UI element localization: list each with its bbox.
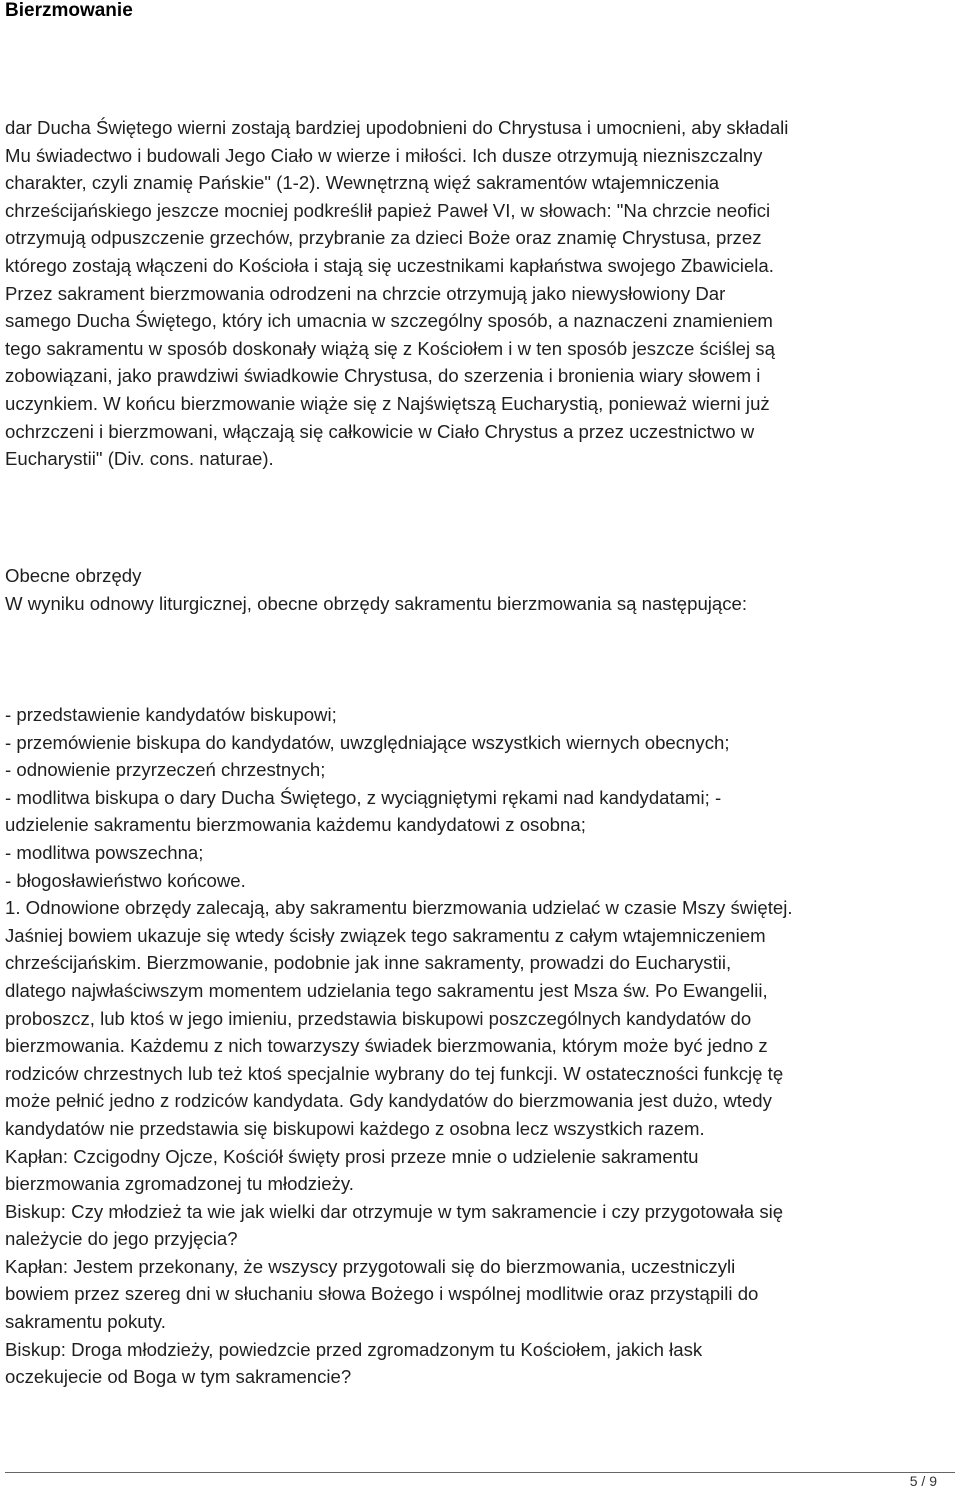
body-paragraph: dar Ducha Świętego wierni zostają bardziej upodobnieni do Chrystusa i umocnieni, aby składali Mu świadectwo i budowali Jego Ciało w wierze i miłości. Ich dusze otrzymują niezniszczalny charakter, czyli znamię Pańskie" (1-2). Wewnętrzną więź sakramentów wtajemniczenia chrześcijańskiego jeszcze mocniej podkreślił papież Paweł VI, w słowach: "Na chrzcie neofici otrzymują odpuszczenie grzechów, przybranie za dzieci Boże oraz znamię Chrystusa, przez którego zostają włączeni do Kościoła i stają się uczestnikami kapłaństwa swojego Zbawiciela. Przez sakrament bierzmowania odrodzeni na chrzcie otrzymują jako niewysłowiony Dar samego Ducha Świętego, który ich umacnia w szczególny sposób, a naznaczeni znamieniem tego sakramentu w sposób doskonały wiążą się z Kościołem i w ten sposób jeszcze ściślej są zobowiązani, jako prawdziwi świadkowie Chrystusa, do szerzenia i bronienia wiary słowem i uczynkiem. W końcu bierzmowanie wiąże się z Najświętszą Eucharystią, ponieważ wierni już ochrzczeni i bierzmowani, włączają się całkowicie w Ciało Chrystus a przez uczestnictwo w Eucharystii" (Div. cons. naturae). [5,117,789,470]
footer-divider [5,1472,955,1473]
page-number: 5 / 9 [909,1473,937,1489]
rite-list-and-text: - przedstawienie kandydatów biskupowi; - przemówienie biskupa do kandydatów, uwzględniające wszystkich wiernych obecnych; - odnowienie przyrzeczeń chrzestnych; - modlitwa biskupa o dary Ducha Świętego, z wyciągniętymi rękami nad kandydatami; - udzielenie sakramentu bierzmowania każdemu kandydatowi z osobna; - modlitwa powszechna; - błogosławieństwo końcowe. 1. Odnowione obrzędy zalecają, aby sakramentu bierzmowania udzielać w czasie Mszy świętej. Jaśniej bowiem ukazuje się wtedy ścisły związek tego sakramentu z całym wtajemniczeniem chrześcijańskim. Bierzmowanie, podobnie jak inne sakramenty, prowadzi do Eucharystii, dlatego najwłaściwszym momentem udzielania tego sakramentu jest Msza św. Po Ewangelii, proboszcz, lub ktoś w jego imieniu, przedstawia biskupowi poszczególnych kandydatów do bierzmowania. Każdemu z nich towarzyszy świadek bierzmowania, którym może być jedno z rodziców chrzestnych lub też ktoś specjalnie wybrany do tej funkcji. W ostateczności funkcję tę może pełnić jedno z rodziców kandydata. Gdy kandydatów do bierzmowania jest dużo, wtedy kandydatów nie przedstawia się biskupowi każdego z osobna lecz wszystkich razem. Kapłan: Czcigodny Ojcze, Kościół święty prosi przeze mnie o udzielenie sakramentu bierzmowania zgromadzonej tu młodzieży. Biskup: Czy młodzież ta wie jak wielki dar otrzymuje w tym sakramencie i czy przygotowała się należycie do jego przyjęcia? Kapłan: Jestem przekonany, że wszyscy przygotowali się do bierzmowania, uczestniczyli bowiem przez szereg dni w słuchaniu słowa Bożego i wspólnej modlitwie oraz przystąpili do sakramentu pokuty. Biskup: Droga młodzieży, powiedzcie przed zgromadzonym tu Kościołem, jakich łask oczekujecie od Boga w tym sakramencie? [5,704,793,1388]
page-title: Bierzmowanie [5,0,133,21]
section-heading: Obecne obrzędy W wyniku odnowy liturgicznej, obecne obrzędy sakramentu bierzmowania są następujące: [5,565,748,614]
